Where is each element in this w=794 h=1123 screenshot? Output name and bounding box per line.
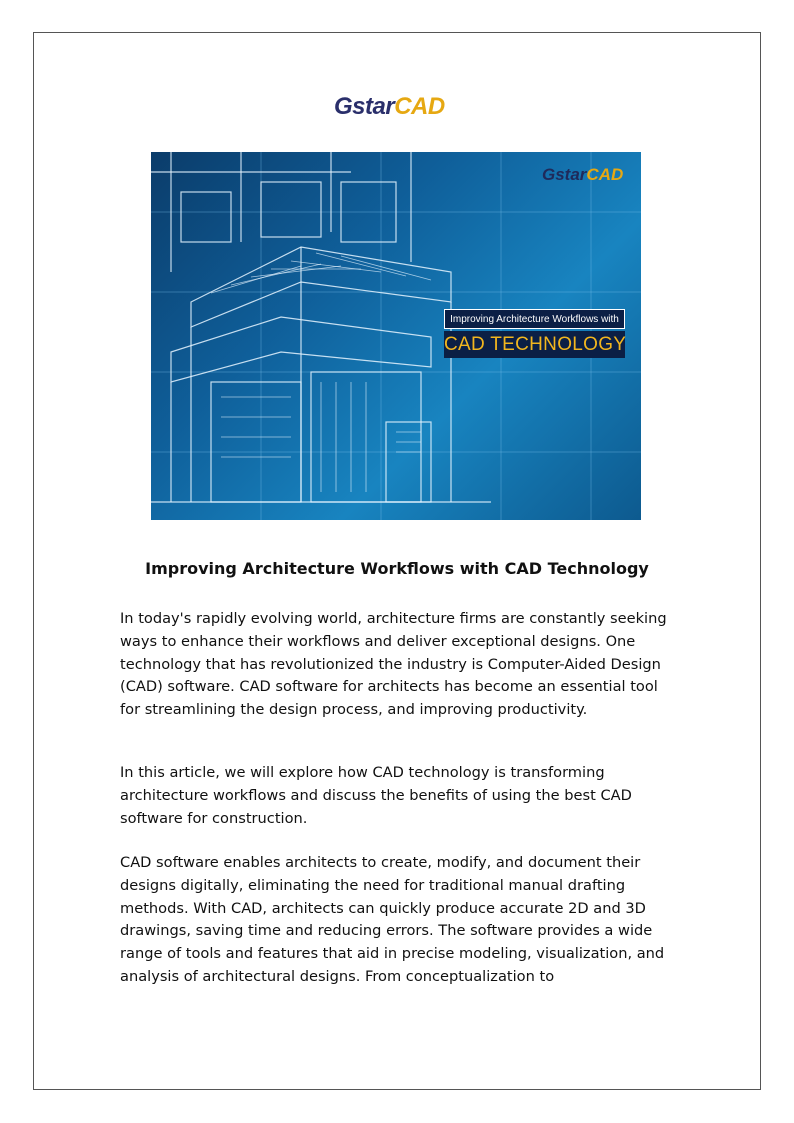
gstarcad-logo — [334, 93, 460, 121]
article-paragraph: In today's rapidly evolving world, architecture firms are constantly seeking ways to enhance their workflows and deliver exceptional designs. One technology that has revolutionized the industry is Computer-Aided Design (CAD) software. CAD software for architects has become an essential tool for streamlining the design process, and improving productivity. — [120, 610, 667, 719]
hero-subtitle: Improving Architecture Workflows with — [444, 309, 625, 329]
hero-image — [151, 152, 641, 520]
article-title: Improving Architecture Workflows with CAD Technology — [145, 559, 649, 578]
logo-gstar: Gstar — [334, 93, 395, 120]
logo-cad: CAD — [394, 93, 445, 120]
article-paragraph: In this article, we will explore how CAD technology is transforming architecture workflows and discuss the benefits of using the best CAD software for construction. — [120, 764, 632, 827]
hero-logo-gstar: Gstar — [542, 165, 587, 184]
hero-gstarcad-logo — [542, 165, 632, 185]
article-paragraph: CAD software enables architects to create, modify, and document their designs digitally, eliminating the need for traditional manual drafting methods. With CAD, architects can quickly produce accurate 2D and 3D drawings, saving time and reducing errors. The software provides a wide range of tools and features that aid in precise modeling, visualization, and analysis of architectural designs. From conceptualization to — [120, 854, 665, 985]
hero-headline: CAD TECHNOLOGY — [444, 331, 625, 358]
hero-logo-cad: CAD — [586, 165, 624, 184]
